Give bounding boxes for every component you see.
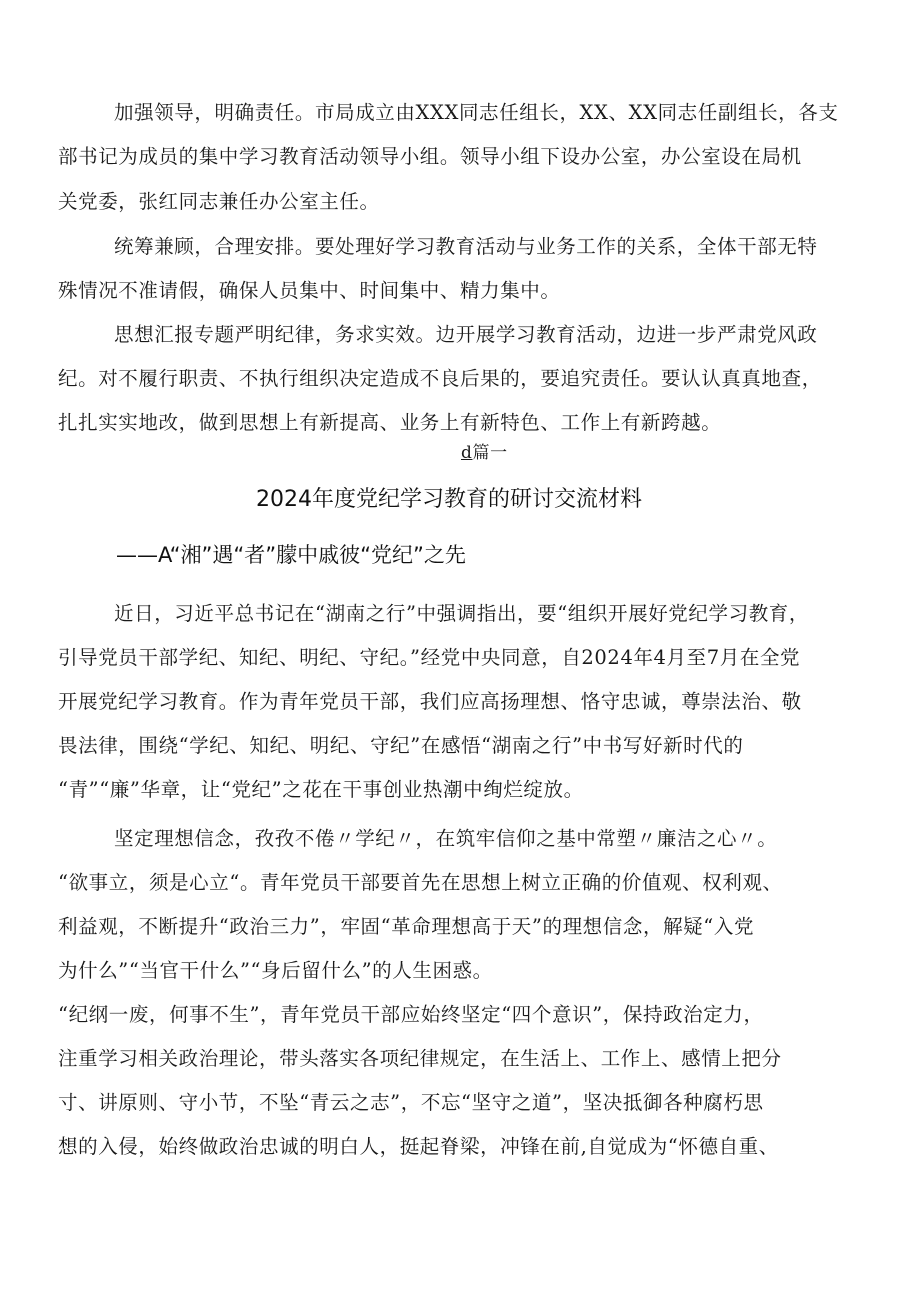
section-marker [461,445,508,462]
para3-line1: 思想汇报专题严明纪律，务求实效。边开展学习教育活动，边进一步严肃党风政 [114,323,818,346]
para3-line2: 纪。对不履行职责、不执行组织决定造成不良后果的，要追究责任。要认认真真地查， [58,367,822,390]
para1-line1: 加强领导，明确责任。市局成立由XXX同志任组长，XX、XX同志任副组长，各支 [114,101,839,124]
para1-line2: 部书记为成员的集中学习教育活动领导小组。领导小组下设办公室，办公室设在局机 [58,145,802,168]
para6-line3: 寸、讲原则、守小节，不坠“青云之志”，不忘“坚守之道”，坚决抵御各种腐朽思 [58,1091,764,1114]
para4-line1: 近日，习近平总书记在“湖南之行”中强调指出，要“组织开展好党纪学习教育， [114,602,810,625]
para4-line2: 引导党员干部学纪、知纪、明纪、守纪。”经党中央同意，自2024年4月至7月在全党 [58,646,801,669]
section-marker-letter: d [461,443,473,463]
para6-line1: “纪纲一废，何事不生”，青年党员干部应始终坚定“四个意识”，保持政治定力， [58,1003,764,1026]
para5-line3: 利益观，不断提升“政治三力”，牢固“革命理想高于天”的理想信念，解疑“入党 [58,915,755,938]
para6-line4: 想的入侵，始终做政治忠诚的明白人，挺起脊梁，冲锋在前,自觉成为“怀德自重、 [58,1135,779,1158]
para4-line5: “青”“廉”华章，让“党纪”之花在干事创业热潮中绚烂绽放。 [58,778,584,801]
para1-line3: 关党委，张红同志兼任办公室主任。 [58,190,380,213]
para5-line2: “欲事立，须是心立“。青年党员干部要首先在思想上树立正确的价值观、权利观、 [58,871,783,894]
para4-line3: 开展党纪学习教育。作为青年党员干部，我们应高扬理想、恪守忠诚，尊崇法治、敬 [58,690,802,713]
para4-line4: 畏法律，围绕“学纪、知纪、明纪、守纪”在感悟“湖南之行”中书写好新时代的 [58,734,744,757]
para2-line1: 统筹兼顾，合理安排。要处理好学习教育活动与业务工作的关系，全体干部无特 [114,235,818,258]
para2-line2: 殊情况不准请假，确保人员集中、时间集中、精力集中。 [58,279,561,302]
para3-line3: 扎扎实实地改，做到思想上有新提高、业务上有新特色、工作上有新跨越。 [58,411,722,434]
document-subtitle: ——A“湘”遇“者”朦中戚彼“党纪”之先 [116,543,466,567]
para6-line2: 注重学习相关政治理论，带头落实各项纪律规定，在生活上、工作上、感情上把分 [58,1047,782,1070]
document-title: 2024年度党纪学习教育的研讨交流材料 [256,487,642,512]
para5-line4: 为什么”“当官干什么”“身后留什么”的人生困惑。 [58,959,493,982]
section-marker-text: 篇一 [472,443,508,463]
para5-line1: 坚定理想信念，孜孜不倦〃学纪〃，在筑牢信仰之基中常塑〃廉洁之心〃。 [114,827,778,850]
